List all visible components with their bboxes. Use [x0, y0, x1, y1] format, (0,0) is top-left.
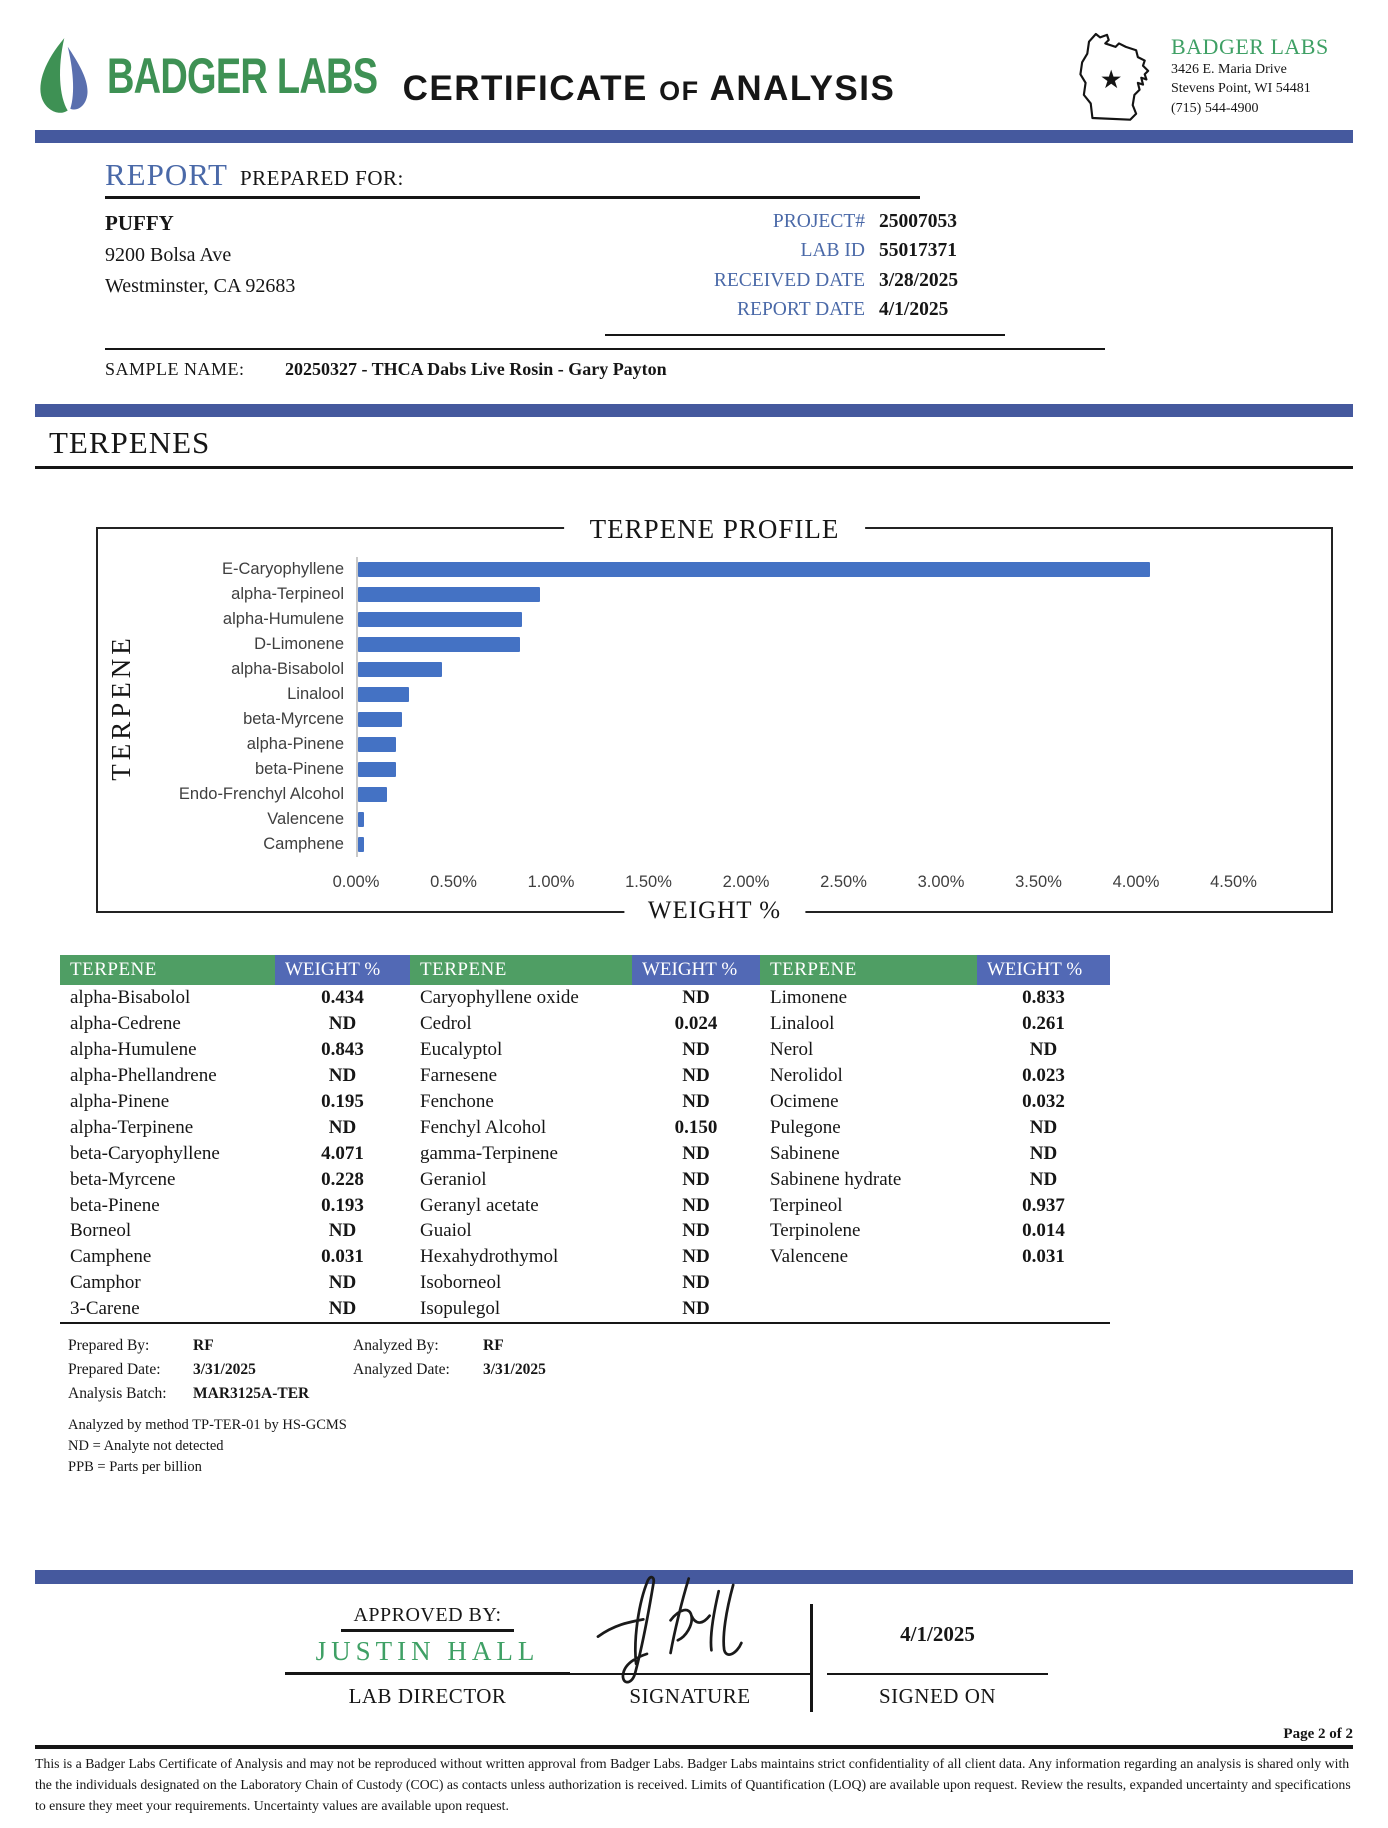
chart-bar [358, 812, 364, 827]
terpene-value-cell: 0.032 [1022, 1090, 1065, 1112]
chart-bar-track [356, 782, 1331, 807]
chart-row [144, 707, 1331, 732]
chart-category-label: D-Limonene [254, 635, 344, 653]
terpene-name-cell: alpha-Terpinene [70, 1116, 194, 1138]
terpene-name-cell [760, 1270, 977, 1296]
prepared-date-value: 3/31/2025 [193, 1361, 256, 1379]
terpene-name-cell: Camphene [70, 1246, 152, 1268]
lab-address-block [933, 28, 1353, 124]
analyzed-by-label: Analyzed By: [353, 1337, 439, 1355]
nd-note: ND = Analyte not detected [68, 1438, 224, 1455]
chart-bar-track [356, 632, 1331, 657]
chart-category-label: beta-Myrcene [243, 710, 344, 728]
terpene-name-cell: Valencene [770, 1246, 849, 1268]
terpene-value-cell: ND [682, 1220, 710, 1242]
terpene-value-cell: ND [328, 1012, 357, 1034]
prepared-by-value: RF [193, 1337, 214, 1355]
lab-phone: (715) 544-4900 [1171, 100, 1259, 116]
chart-row [144, 732, 1331, 757]
terpene-name-cell: Sabinene hydrate [770, 1168, 902, 1190]
lab-address-line2: Stevens Point, WI 54481 [1171, 81, 1311, 97]
chart-row [144, 632, 1331, 657]
terpene-table-head [60, 955, 1110, 985]
leaf-logo-icon [35, 34, 97, 118]
analysis-batch-label: Analysis Batch: [68, 1385, 167, 1403]
terpene-name-cell: alpha-Bisabolol [70, 987, 191, 1008]
chart-bar-track [356, 807, 1331, 832]
analysis-batch-value: MAR3125A-TER [193, 1385, 310, 1403]
chart-bar [358, 687, 409, 702]
terpene-value-cell: ND [682, 1246, 710, 1268]
chart-x-tick-label: 0.50% [430, 873, 477, 891]
table-header-terpene-1: TERPENE [60, 955, 275, 985]
title-part1: CERTIFICATE [402, 69, 648, 108]
chart-row [144, 807, 1331, 832]
terpene-value-cell: ND [632, 1296, 760, 1323]
chart-category-label: Camphene [263, 835, 344, 853]
terpene-name-cell [760, 1296, 977, 1323]
approved-by-label: APPROVED BY: [341, 1604, 513, 1632]
chart-x-tick-label: 3.50% [1015, 873, 1062, 891]
meta-row-received [605, 266, 1005, 295]
footer-rule [35, 1745, 1353, 1749]
badger-labs-logo [35, 34, 378, 118]
terpene-table [60, 955, 1110, 1324]
divider-band-terpenes [35, 404, 1353, 417]
table-row [60, 1218, 1110, 1244]
chart-bar-track [356, 557, 1331, 582]
terpene-name-cell: Hexahydrothymol [420, 1246, 559, 1268]
terpene-name-cell: Camphor [70, 1272, 141, 1294]
analysis-grid [68, 1334, 1353, 1382]
signed-on-line [827, 1673, 1048, 1675]
terpene-name-cell: alpha-Pinene [70, 1090, 170, 1112]
table-row [60, 1193, 1110, 1219]
title-of: OF [659, 76, 700, 106]
terpene-value-cell: 0.014 [1022, 1220, 1065, 1242]
chart-row [144, 582, 1331, 607]
terpene-name-cell: gamma-Terpinene [420, 1142, 558, 1164]
title-part2: ANALYSIS [709, 69, 896, 108]
terpene-name-cell: Farnesene [420, 1064, 498, 1086]
client-address2: Westminster, CA 92683 [105, 274, 296, 297]
terpene-value-cell: 0.261 [1022, 1012, 1065, 1034]
chart-category-label: alpha-Bisabolol [231, 660, 344, 678]
chart-bar [358, 837, 364, 852]
chart-title: TERPENE PROFILE [564, 510, 866, 548]
terpene-name-cell: 3-Carene [60, 1296, 275, 1323]
terpene-name-cell: Terpinolene [770, 1220, 861, 1242]
report-heading-report: REPORT [105, 157, 228, 192]
chart-bar-track [356, 582, 1331, 607]
terpene-value-cell [977, 1296, 1110, 1323]
terpene-name-cell: Cedrol [420, 1012, 472, 1034]
chart-bar-track [356, 657, 1331, 682]
terpene-name-cell: alpha-Phellandrene [70, 1064, 217, 1086]
terpene-value-cell: ND [1029, 1038, 1058, 1060]
terpene-name-cell: beta-Pinene [70, 1194, 160, 1216]
chart-row [144, 682, 1331, 707]
header [35, 30, 1353, 122]
approved-by-column [285, 1604, 570, 1712]
chart-bar [358, 587, 540, 602]
terpene-name-cell: Eucalyptol [420, 1038, 503, 1060]
terpene-value-cell: ND [1029, 1116, 1058, 1138]
chart-row [144, 757, 1331, 782]
meta-row-reportdate [605, 295, 1005, 324]
table-row [60, 1063, 1110, 1089]
terpene-name-cell: Caryophyllene oxide [420, 987, 579, 1008]
terpene-value-cell: 0.434 [321, 987, 364, 1008]
terpene-value-cell: ND [1029, 1168, 1058, 1190]
chart-row [144, 557, 1331, 582]
analysis-notes [68, 1415, 1353, 1478]
signed-on-column [810, 1604, 1062, 1712]
chart-category-label: beta-Pinene [255, 760, 344, 778]
chart-frame [96, 513, 1333, 924]
terpene-value-cell: ND [328, 1064, 357, 1086]
analyzed-by-value: RF [483, 1337, 504, 1355]
chart-row [144, 782, 1331, 807]
chart-x-ticks [332, 867, 1331, 897]
terpene-value-cell: 0.228 [321, 1168, 364, 1190]
chart-category-label: Valencene [267, 810, 344, 828]
chart-bar-track [356, 607, 1331, 632]
terpene-profile-chart [96, 513, 1333, 924]
table-header-terpene-2: TERPENE [410, 955, 632, 985]
chart-x-tick-label: 4.00% [1112, 873, 1160, 891]
received-date-label: RECEIVED DATE [713, 269, 865, 291]
terpene-name-cell: Fenchyl Alcohol [420, 1116, 547, 1138]
sample-name-row [105, 348, 1105, 380]
terpene-value-cell: ND [682, 1272, 710, 1294]
terpene-value-cell: ND [682, 1194, 710, 1216]
chart-x-tick-label: 1.00% [527, 873, 575, 891]
terpene-value-cell: 0.023 [1022, 1064, 1065, 1086]
meta-row-project [605, 207, 1005, 236]
chart-category-label: Linalool [287, 685, 344, 703]
chart-x-tick-label: 2.00% [722, 873, 770, 891]
terpene-name-cell: Limonene [770, 987, 848, 1008]
terpene-name-cell: Geranyl acetate [420, 1194, 539, 1216]
lab-contact [1171, 34, 1353, 119]
received-date-value: 3/28/2025 [879, 269, 959, 291]
table-header-weight-3: WEIGHT % [977, 955, 1110, 985]
terpene-value-cell: 0.150 [674, 1116, 718, 1138]
chart-bar-track [356, 832, 1331, 857]
chart-bar-track [356, 732, 1331, 757]
chart-body [98, 557, 1331, 857]
chart-x-tick-label: 3.00% [917, 873, 965, 891]
prepared-date-label: Prepared Date: [68, 1361, 161, 1379]
chart-bar [358, 612, 522, 627]
brand-wordmark: BADGER LABS [107, 48, 378, 104]
footer [35, 1726, 1353, 1816]
terpene-name-cell: Terpineol [770, 1194, 843, 1216]
chart-y-axis-label-col [98, 557, 144, 857]
approver-name: JUSTIN HALL [285, 1636, 570, 1675]
chart-category-label: alpha-Terpineol [231, 585, 344, 603]
analysis-info [68, 1334, 1353, 1478]
terpene-name-cell: alpha-Humulene [70, 1038, 197, 1060]
terpene-value-cell: 4.071 [321, 1142, 364, 1164]
table-header-terpene-3: TERPENE [760, 955, 977, 985]
chart-y-axis-label: TERPENE [105, 633, 136, 781]
report-body [105, 207, 1005, 336]
terpene-name-cell: alpha-Cedrene [70, 1012, 181, 1034]
table-row [60, 1037, 1110, 1063]
terpene-value-cell: ND [682, 1064, 710, 1086]
terpene-value-cell: ND [682, 1168, 710, 1190]
table-row [60, 1141, 1110, 1167]
method-note: Analyzed by method TP-TER-01 by HS-GCMS [68, 1417, 347, 1434]
terpene-name-cell: Isoborneol [420, 1272, 502, 1294]
signature-script [576, 1564, 796, 1682]
chart-bar [358, 762, 396, 777]
terpene-name-cell: Borneol [70, 1220, 132, 1242]
terpene-name-cell: Nerolidol [770, 1064, 843, 1086]
signed-on-date: 4/1/2025 [900, 1622, 975, 1647]
table-header-weight-1: WEIGHT % [275, 955, 410, 985]
lab-address [1171, 60, 1353, 119]
table-header-weight-2: WEIGHT % [632, 955, 760, 985]
chart-bar [358, 737, 396, 752]
terpene-value-cell: ND [682, 1090, 710, 1112]
chart-category-label: Endo-Frenchyl Alcohol [178, 785, 344, 803]
table-header-row [60, 955, 1110, 985]
terpene-name-cell: Fenchone [420, 1090, 494, 1112]
report-meta [605, 207, 1005, 336]
report-heading-prepared-for: PREPARED FOR: [240, 166, 404, 190]
project-label: PROJECT# [772, 211, 865, 232]
chart-row [144, 832, 1331, 857]
table-row [60, 985, 1110, 1011]
table-row [60, 1270, 1110, 1296]
chart-row [144, 657, 1331, 682]
approval-section [285, 1604, 1388, 1712]
terpene-name-cell: Linalool [770, 1012, 835, 1034]
terpene-name-cell: Geraniol [420, 1168, 487, 1190]
lab-name: BADGER LABS [1171, 33, 1329, 59]
lab-address-line1: 3426 E. Maria Drive [1171, 61, 1287, 77]
labid-value: 55017371 [879, 240, 957, 262]
terpene-value-cell: 0.833 [1022, 987, 1065, 1008]
terpene-value-cell: ND [682, 987, 710, 1008]
signature-column [570, 1604, 810, 1712]
chart-bar-track [356, 707, 1331, 732]
chart-bar [358, 562, 1150, 577]
chart-category-label: alpha-Pinene [246, 735, 344, 753]
page-title [365, 43, 933, 109]
wisconsin-state-icon [1061, 28, 1165, 124]
terpene-value-cell: ND [682, 1142, 710, 1164]
terpene-name-cell: Pulegone [770, 1116, 841, 1138]
terpene-name-cell: Isopulegol [410, 1296, 632, 1323]
report-date-label: REPORT DATE [737, 298, 865, 320]
client-name: PUFFY [105, 211, 174, 235]
labid-label: LAB ID [800, 240, 865, 262]
signed-on-label: SIGNED ON [878, 1684, 997, 1709]
analysis-batch-row [68, 1382, 1353, 1406]
chart-bar-track [356, 682, 1331, 707]
chart-category-label: alpha-Humulene [222, 610, 344, 628]
report-date-value: 4/1/2025 [879, 298, 949, 320]
chart-bar [358, 787, 387, 802]
signature-label: SIGNATURE [629, 1684, 751, 1709]
sample-name-label: SAMPLE NAME: [105, 359, 245, 379]
terpene-value-cell: 0.031 [1022, 1246, 1065, 1268]
terpene-value-cell: ND [328, 1116, 357, 1138]
terpene-name-cell: Guaiol [420, 1220, 472, 1242]
table-row [60, 1296, 1110, 1323]
chart-x-tick-label: 4.50% [1210, 873, 1257, 891]
terpene-name-cell: beta-Caryophyllene [70, 1142, 220, 1164]
section-title-terpenes: TERPENES [35, 423, 1353, 469]
client-block [105, 207, 605, 336]
terpene-value-cell: 0.195 [321, 1090, 364, 1112]
table-row [60, 1115, 1110, 1141]
terpene-value-cell: ND [328, 1220, 357, 1242]
chart-x-axis-label: WEIGHT % [624, 892, 805, 930]
chart-category-label: E-Caryophyllene [222, 560, 344, 578]
analyzed-date-value: 3/31/2025 [483, 1361, 546, 1379]
terpene-value-cell [977, 1270, 1110, 1296]
terpene-value-cell: ND [328, 1272, 357, 1294]
chart-bar-track [356, 757, 1331, 782]
analyzed-date-label: Analyzed Date: [353, 1361, 450, 1379]
chart-bar [358, 637, 520, 652]
client-address1: 9200 Bolsa Ave [105, 243, 232, 266]
sample-name-value: 20250327 - THCA Dabs Live Rosin - Gary Payton [285, 359, 667, 379]
disclaimer-text: This is a Badger Labs Certificate of Analysis and may not be reproduced without written approval from Badger Labs. Badger Labs maintains strict confidentiality of all client data. Any information regarding an analysis is shared only with the the individuals designated on the Laboratory Chain of Custody (COC) as contacts unless authorization is received. Limits of Quantification (LOQ) are available upon request. Review the results, expanded uncertainty and specifications to ensure they meet your requirements. Uncertainty values are available upon request. [35, 1756, 1351, 1813]
table-row [60, 1167, 1110, 1193]
chart-row [144, 607, 1331, 632]
report-heading [105, 157, 920, 199]
chart-x-tick-label: 1.50% [625, 873, 672, 891]
terpene-value-cell: 0.031 [321, 1246, 364, 1268]
project-value: 25007053 [879, 211, 957, 232]
terpene-value-cell: ND [275, 1296, 410, 1323]
page-number: Page 2 of 2 [1283, 1726, 1353, 1743]
star-icon: ★ [1099, 65, 1123, 94]
approver-role: LAB DIRECTOR [348, 1684, 507, 1709]
table-row [60, 1244, 1110, 1270]
terpene-table-body [60, 985, 1110, 1323]
chart-x-tick-label: 2.50% [820, 873, 867, 891]
report-section [105, 157, 1353, 380]
terpene-value-cell: ND [1029, 1142, 1058, 1164]
terpene-name-cell: Ocimene [770, 1090, 839, 1112]
prepared-by-label: Prepared By: [68, 1337, 150, 1355]
terpene-value-cell: 0.024 [674, 1012, 718, 1034]
table-row [60, 1011, 1110, 1037]
chart-bar [358, 662, 442, 677]
terpene-value-cell: 0.193 [321, 1194, 364, 1216]
terpene-name-cell: beta-Myrcene [70, 1168, 176, 1190]
table-row [60, 1089, 1110, 1115]
terpene-value-cell: 0.843 [321, 1038, 364, 1060]
terpene-value-cell: ND [682, 1038, 710, 1060]
chart-x-tick-label: 0.00% [332, 873, 380, 891]
meta-row-labid [605, 236, 1005, 265]
divider-band-top [35, 130, 1353, 143]
chart-rows [144, 557, 1331, 857]
terpene-value-cell: 0.937 [1022, 1194, 1065, 1216]
ppb-note: PPB = Parts per billion [68, 1459, 202, 1476]
terpene-name-cell: Sabinene [770, 1142, 840, 1164]
chart-bar [358, 712, 402, 727]
terpene-name-cell: Nerol [770, 1038, 814, 1060]
